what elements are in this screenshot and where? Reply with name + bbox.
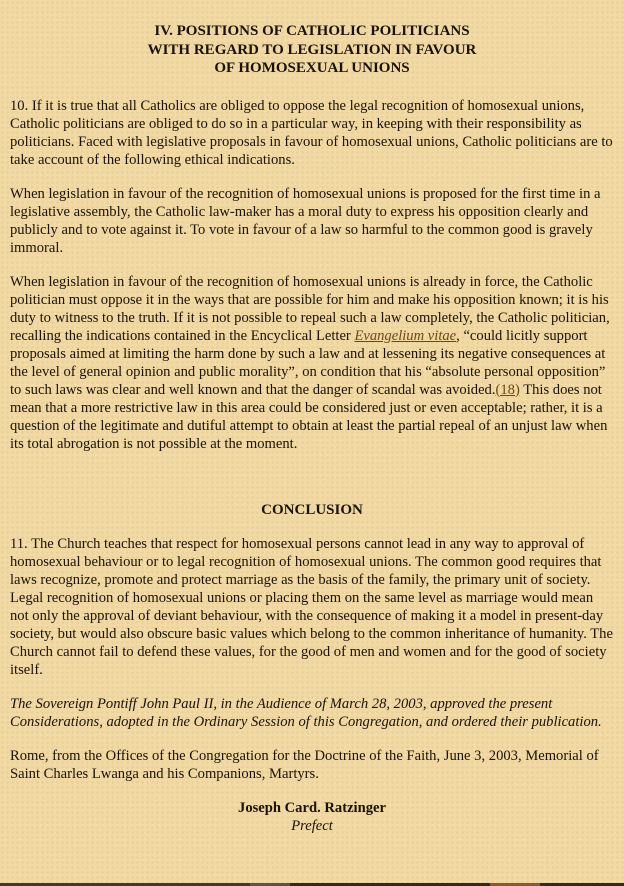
conclusion-heading: CONCLUSION — [261, 501, 363, 518]
paragraph-existing-text-2: , “could licitly support proposals aimed at limiting the harm done by such a law and at lessening its negative consequences at the level of general opinion and public morality”, on condition that his “absolute personal opposition” to such laws was clear and well known and that the danger of scandal was avoided. — [10, 327, 606, 398]
paragraph-11: 11. The Church teaches that respect for homosexual persons cannot lead in any way to approval of homosexual behaviour or to legal recognition of homosexual unions. The common good requires that laws recognize, promote and protect marriage as the basis of the family, the primary unit of society. Legal recognition of homosexual unions or placing them on the same level as marriage would mean not only the approval of deviant behaviour, with the consequence of making it a model in present-day society, but would also obscure basic values which belong to the common inheritance of humanity. The Church cannot fail to defend these values, for the good of men and women and for the good of society itself. — [10, 535, 613, 678]
approval-statement: The Sovereign Pontiff John Paul II, in the Audience of March 28, 2003, approved the present Considerations, adopted in the Ordinary Session of this Congregation, and ordered their publication. — [10, 695, 602, 730]
signature-block — [10, 799, 614, 835]
paragraph-10: 10. If it is true that all Catholics are obliged to oppose the legal recognition of homosexual unions, Catholic politicians are obliged to do so in a particular way, in keeping with their responsibility as politicians. Faced with legislative proposals in favour of homosexual unions, Catholic politicians are to take account of the following ethical indications. — [10, 97, 613, 168]
evangelium-vitae-link[interactable]: Evangelium vitae — [354, 327, 457, 344]
document-page — [10, 0, 614, 835]
paragraph-new-legislation: When legislation in favour of the recognition of homosexual unions is proposed for the first time in a legislative assembly, the Catholic law-maker has a moral duty to express his opposition clearly and publicly and to vote against it. To vote in favour of a law so harmful to the common good is gravely immoral. — [10, 185, 601, 256]
footnote-18-link[interactable]: (18) — [495, 381, 520, 398]
signatory-title: Prefect — [291, 817, 333, 834]
place-date-line: Rome, from the Offices of the Congregation for the Doctrine of the Faith, June 3, 2003, Memorial of Saint Charles Lwanga and his Companions, Martyrs. — [10, 747, 599, 782]
signatory-name: Joseph Card. Ratzinger — [238, 799, 386, 816]
paragraph-existing-text-1: When legislation in favour of the recognition of homosexual unions is already in force, the Catholic politician must oppose it in the ways that are possible for him and make his opposition known; it is his duty to witness to the truth. If it is not possible to repeal such a law completely, the Catholic politician, recalling the indications contained in the Encyclical Letter — [10, 273, 610, 344]
section-title-line-3: OF HOMOSEXUAL UNIONS — [214, 60, 410, 76]
paragraph-existing-legislation — [10, 273, 614, 453]
section-title — [10, 0, 614, 78]
section-title-line-1: IV. POSITIONS OF CATHOLIC POLITICIANS — [154, 23, 470, 39]
section-title-line-2: WITH REGARD TO LEGISLATION IN FAVOUR — [147, 41, 477, 58]
paragraph-existing-text-3: This does not mean that a more restrictive law in this area could be considered just or even acceptable; rather, it is a question of the legitimate and dutiful attempt to obtain at least the partial repeal of an unjust law when its total abrogation is not possible at the moment. — [10, 381, 608, 452]
